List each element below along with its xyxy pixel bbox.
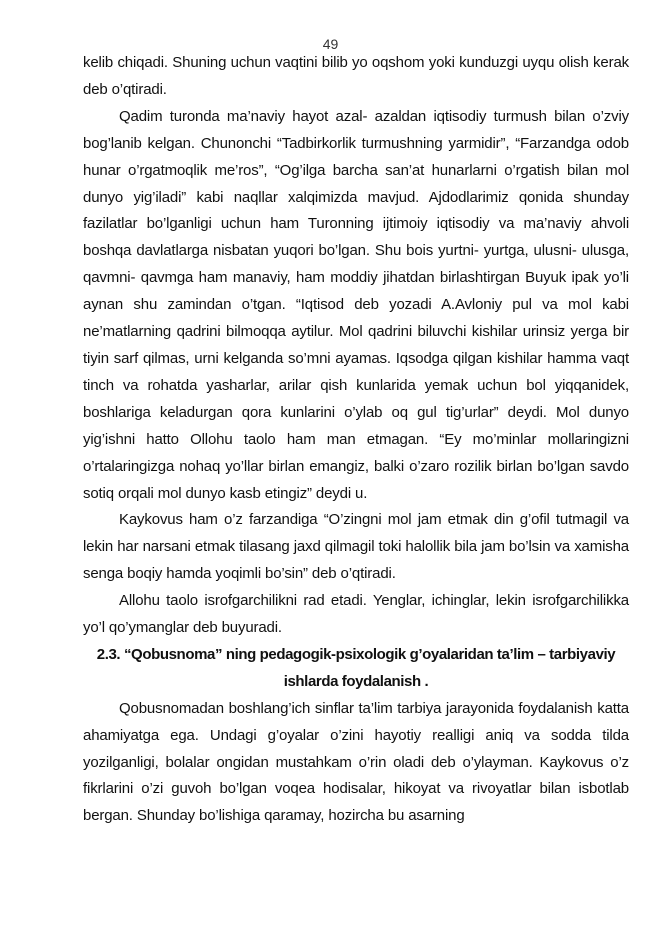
paragraph-2: Qadim turonda ma’naviy hayot azal- azaldan iqtisodiy turmush bilan o’zviy bog’lanib kelgan. Chunonchi “Tadbirkorlik turmushning yarmidir”, “Farzandga odob hunar o’rgatmoqlik me’ros”, “Og’ilga barcha san’at hunarlarni o’rgatish bilan mol dunyo yig’iladi” kabi naqllar xalqimizda mavjud. Ajdodlarimiz qonida shunday fazilatlar bo’lganligi uchun ham Turonning ijtimoiy iqtisodiy va ma’naviy ahvoli boshqa davlatlarga nisbatan yuqori bo’lgan. Shu bois yurtni- yurtga, ulusni- ulusga, qavmni- qavmga ham manaviy, ham moddiy jihatdan birlashtirgan Buyuk ipak yo’li aynan shu zamindan o’tgan. “Iqtisod deb yozadi A.Avloniy pul va mol kabi ne’matlarning qadrini bilmoqqa aytilur. Mol qadrini biluvchi kishilar urinsiz yerga bir tiyin sarf qilmas, urni kelganda so’mni ayamas. Iqsodga qilgan kishilar hamma vaqt tinch va rohatda yasharlar, arilar qish kunlarida yemak uchun bol yiqqanidek, boshlariga keladurgan qora kunlarini o’ylab oq gul tig’urlar” deydi. Mol dunyo yig’ishni hatto Ollohu taolo ham man etmagan. “Ey mo’minlar mollaringizni o’rtalaringizga nohaq yo’llar birlan emangiz, balki o’zaro rozilik birlan bo’lgan savdo sotiq orqali mol dunyo kasb etingiz” deydi u. — [83, 107, 629, 502]
paragraph-4: Allohu taolo isrofgarchilikni rad etadi. Yenglar, ichinglar, lekin isrofgarchilikka yo’l qo’ymanglar deb buyuradi. — [83, 592, 629, 637]
page-body — [83, 50, 629, 830]
paragraph-1: kelib chiqadi. Shuning uchun vaqtini bilib yo oqshom yoki kunduzgi uyqu olish kerak deb o’qtiradi. — [83, 54, 629, 98]
paragraph-3: Kaykovus ham o’z farzandiga “O’zingni mol jam etmak din g’ofil tutmagil va lekin har narsani etmak tilasang jaxd qilmagil toki halollik bila jam bo’lsin va xamisha senga boqiy hamda yoqimli bo’sin” deb o’qtiradi. — [83, 511, 629, 583]
page-number: 49 — [322, 36, 339, 52]
section-heading: 2.3. “Qobusnoma” ning pedagogik-psixologik g’oyalaridan ta’lim – tarbiyaviy ishlarda foydalanish . — [96, 645, 616, 690]
paragraph-5: Qobusnomadan boshlang’ich sinflar ta’lim tarbiya jarayonida foydalanish katta ahamiyatga ega. Undagi g’oyalar o’zini hayotiy realligi aniq va sodda tilda yozilganligi, bolalar ongidan mustahkam o’rin oladi deb o’ylayman. Kaykovus o’z fikrlarini o’zi guvoh bo’lgan voqea hodisalar, hikoyat va rivoyatlar bilan isbotlab bergan. Shunday bo’lishiga qaramay, hozircha bu asarning — [83, 699, 629, 825]
